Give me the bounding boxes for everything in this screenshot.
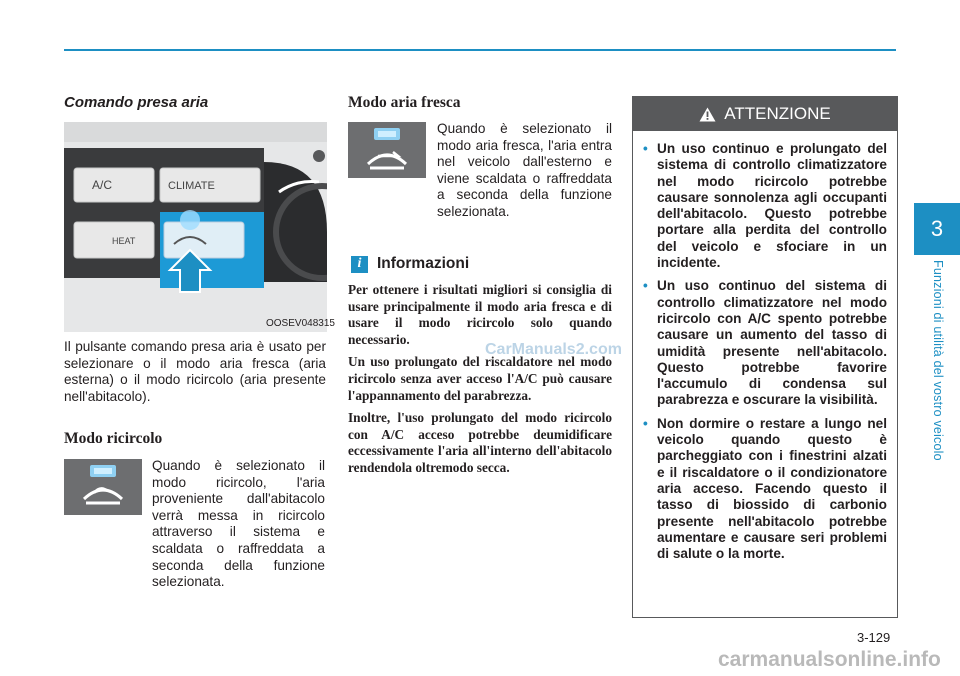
control-panel-illustration [64,122,327,332]
info-heading-row [351,255,469,273]
fresh-air-icon-box [348,122,426,178]
heading-fresh-air: Modo aria fresca [348,94,461,111]
warning-header [633,97,897,131]
fresh-air-text: Quando è selezionato il modo aria fresca, l'aria entra nel veicolo dall'esterno e viene scaldata o raffreddata a seconda della funzione selezionata. [437,121,612,219]
info-paragraph: Un uso prolungato del riscaldatore nel modo ricircolo senza aver acceso l'A/C può causare l'appannamento del parabrezza. [348,354,612,403]
warning-list [633,131,897,562]
recirculation-text: Quando è selezionato il modo ricircolo, l'aria proveniente dall'abitacolo verrà messa in ricircolo attraverso il sistema e scaldata o raffreddata a seconda della funzione selezionata. [152,458,325,590]
top-rule [64,49,896,51]
watermark: CarManuals2.com [485,341,622,358]
warning-box [632,96,898,618]
warning-title: ATTENZIONE [724,104,831,123]
info-paragraph: Per ottenere i risultati migliori si consiglia di usare principalmente il modo aria fresca e di usare il modo ricircolo solo quando necessario. [348,282,612,347]
climate-button-label: CLIMATE [168,180,215,192]
info-paragraph: Inoltre, l'uso prolungato del modo ricircolo con A/C acceso potrebbe deumidificare eccessivamente l'aria all'interno dell'abitacolo rendendola oltremodo secca. [348,410,612,475]
heading-air-intake: Comando presa aria [64,94,209,111]
warning-item: • Un uso continuo del sistema di controllo climatizzatore nel modo ricircolo con A/C spento potrebbe causare un aumento del tasso di umidità presente nell'abitacolo. Questo potrebbe favorire l'accumulo di condensa sul parabrezza e oscurare la visibilità. [643,278,887,408]
heat-button-label: HEAT [112,236,136,246]
fan-icon [313,150,325,162]
info-icon: i [351,256,368,273]
intro-paragraph: Il pulsante comando presa aria è usato per selezionare o il modo aria fresca (aria esterna) o il modo ricircolo (aria presente nell'abitacolo). [64,339,326,404]
info-body [348,282,612,483]
warning-triangle-icon [699,107,716,122]
warning-item: • Non dormire o restare a lungo nel veicolo quando questo è parcheggiato con i finestrini alzati e il riscaldatore o il condizionatore aria acceso. Facendo questo il tasso di biossido di carbonio presente nell'abitacolo potrebbe aumentare e causare seri problemi di salute o la morte. [643,415,887,562]
control-panel-figure [64,122,327,332]
section-tab: 3 [914,203,960,255]
page-number: 3-129 [857,630,891,645]
ac-button-label: A/C [92,178,113,192]
fresh-air-icon [348,122,426,178]
heading-recirculation: Modo ricircolo [64,430,163,447]
section-title: Funzioni di utilità del vostro veicolo [931,260,945,461]
recirculation-icon-box [64,459,142,515]
recirculation-icon [64,459,142,515]
warning-item: • Un uso continuo e prolungato del sistema di controllo climatizzatore nel modo ricircolo potrebbe causare sonnolenza agli occupanti dell'abitacolo. Questo potrebbe portare alla perdita del controllo del veicolo e sfociare in un incidente. [643,141,887,271]
figure-caption: OOSEV048315 [266,318,335,329]
footer-watermark: carmanualsonline.info [718,648,941,671]
info-heading: Informazioni [377,255,470,272]
